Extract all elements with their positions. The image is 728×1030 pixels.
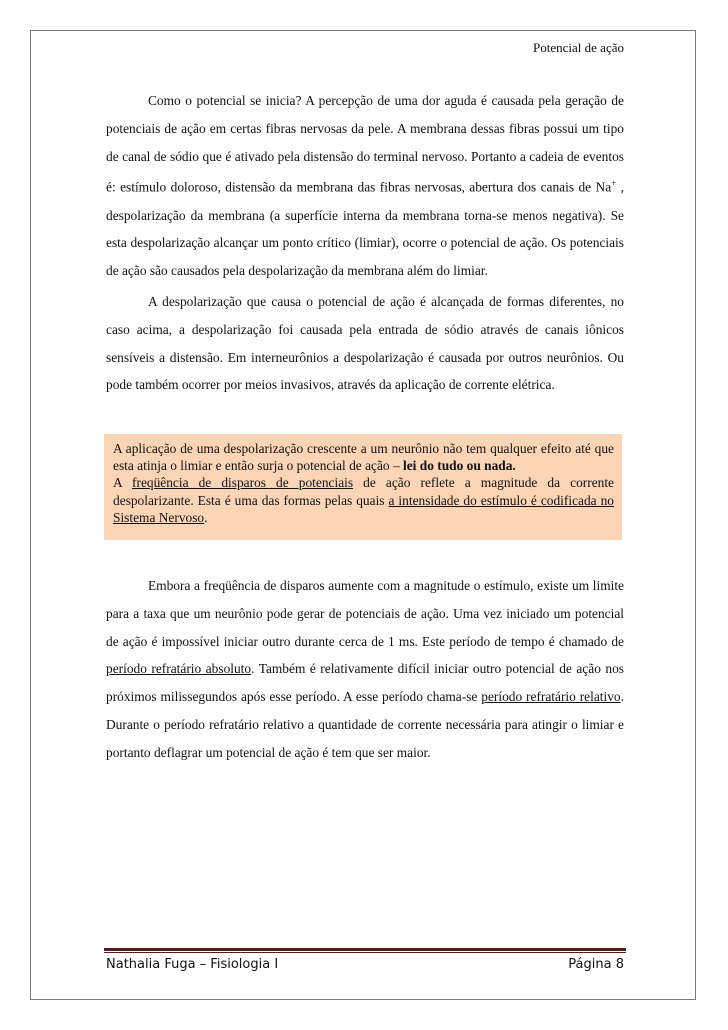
highlight-text-2: A (113, 475, 133, 491)
highlight-text-4: . (204, 509, 208, 525)
footer-divider-thick (104, 948, 626, 951)
paragraph-1-text-b: , despolarização da membrana (a superfície interna da membrana torna-se menos negativa). Se esta despolarização alcançar um ponto crítico (limiar), ocorre o potencial de ação. Os potenciais de ação são causados pela despolarização da membrana além do limiar. (106, 179, 625, 279)
paragraph-3-text-b: . Também é relativamente difícil iniciar outro potencial de ação nos próximos milissegundos após esse período. A esse período chama-se (106, 661, 624, 705)
highlight-box (104, 434, 622, 540)
paragraph-3-text-a: Embora a freqüência de disparos aumente com a magnitude o estímulo, existe um limite para a taxa que um neurônio pode gerar de potenciais de ação. Uma vez iniciado um potencial de ação é impossível iniciar outro durante cerca de 1 ms. Este período de tempo é chamado de (106, 578, 624, 649)
highlight-text-1: A aplicação de uma despolarização crescente a um neurônio não tem qualquer efeito até que esta atinja o limiar e então surja o potencial de ação – (113, 441, 614, 474)
paragraph-2 (106, 288, 624, 399)
paragraph-2-text: A despolarização que causa o potencial de ação é alcançada de formas diferentes, no caso acima, a despolarização foi causada pela entrada de sódio através de canais iônicos sensíveis a distensão. Em interneurônios a despolarização é causada por outros neurônios. Ou pode também ocorrer por meios invasivos, através da aplicação de corrente elétrica. (106, 294, 624, 393)
footer-page-number: Página 8 (568, 957, 624, 972)
paragraph-3 (106, 572, 624, 767)
paragraph-1-text-a: Como o potencial se inicia? A percepção de uma dor aguda é causada pela geração de potenciais de ação em certas fibras nervosas da pele. A membrana dessas fibras possui um tipo de canal de sódio que é ativado pela distensão do terminal nervoso. Portanto a cadeia de eventos é: estímulo doloroso, distensão da membrana das fibras nervosas, abertura dos canais de Na (106, 93, 624, 195)
sodium-superscript: + (611, 178, 617, 189)
paragraph-3-text-c: . Durante o período refratário relativo a quantidade de corrente necessária para atingir o limiar e portanto deflagrar um potencial de ação é tem que ser maior. (106, 689, 624, 760)
highlight-box-line-2 (113, 474, 614, 526)
footer-divider-thin (104, 952, 626, 953)
relative-refractory-term: período refratário relativo (481, 689, 621, 705)
highlight-text-3: de ação reflete a magnitude da corrente despolarizante. Esta é uma das formas pelas quais (113, 475, 614, 508)
highlight-box-line-1 (113, 440, 614, 474)
highlight-underline-frequency: freqüência de disparos de potenciais (132, 475, 354, 491)
page-header: Potencial de ação (533, 40, 624, 55)
absolute-refractory-term: período refratário absoluto (106, 661, 252, 677)
highlight-bold-law: lei do tudo ou nada. (403, 458, 516, 474)
highlight-underline-intensity: a intensidade do estímulo é codificada no Sistema Nervoso (113, 492, 614, 525)
footer-author: Nathalia Fuga – Fisiologia I (106, 957, 279, 972)
paragraph-1 (106, 87, 624, 285)
